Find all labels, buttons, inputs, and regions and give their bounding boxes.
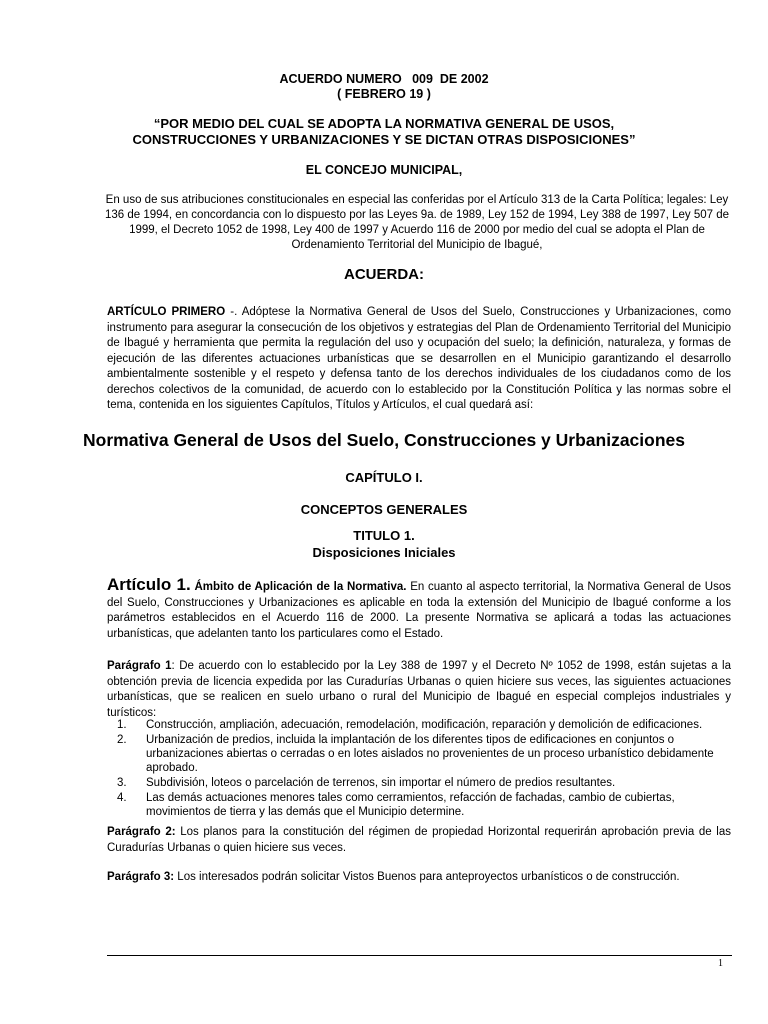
articulo-1-text: En cuanto al aspecto territorial, la Normativa General de Usos del Suelo, Construcciones y Urbanizaciones es aplicable en toda la extensión del Municipio de Ibagué conforme a los parámetros establecidos en el Acuerdo 116 de 2000. La presente Normativa se aplicará a todas las actuaciones urbanísticas, que adelanten tanto los particulares como el Estado. — [107, 581, 731, 640]
articulo-1-label: Artículo 1. — [107, 575, 191, 594]
subtitle-line-1: “POR MEDIO DEL CUAL SE ADOPTA LA NORMATIVA GENERAL DE USOS, — [153, 116, 615, 131]
articulo-primero-text: -. Adóptese la Normativa General de Usos del Suelo, Construcciones y Urbanizaciones, como instrumento para asegurar la consecución de los objetivos y estrategias del Plan de Ordenamiento Territorial del Municipio de Ibagué y herramienta que permita la regulación del uso y ocupación del suelo; la definición, naturaleza, y formas de ejecución de las diferentes actuaciones urbanísticas que se desarrollen en el Municipio garantizando el desarrollo ambientalmente sostenible y el respeto y defensa tanto de los derechos individuales de los ciudadanos como de los derechos colectivos de la comunidad, de acuerdo con lo establecido por la Constitución Política y las normas sobre el tema, contenida en los siguientes Capítulos, Títulos y Artículos, el cual quedará así: — [107, 306, 731, 411]
paragrafo-2-label: Parágrafo 2: — [107, 826, 176, 838]
paragrafo-3-label: Parágrafo 3: — [107, 871, 175, 883]
title-name: Disposiciones Iniciales — [312, 545, 456, 560]
agreement-date: ( FEBRERO 19 ) — [337, 87, 431, 101]
footer-divider — [107, 955, 732, 956]
chapter-heading: CAPÍTULO I. — [345, 470, 423, 485]
chapter-name: CONCEPTOS GENERALES — [300, 502, 468, 517]
acuerda-heading: ACUERDA: — [344, 266, 424, 283]
list-item — [107, 791, 731, 819]
list-item-number: 3. — [117, 777, 127, 789]
title-heading: TITULO 1. — [353, 528, 415, 543]
paragrafo-1 — [107, 659, 731, 721]
page-number: 1 — [718, 958, 723, 969]
actuaciones-list — [107, 718, 731, 820]
articulo-primero-paragraph — [107, 305, 731, 414]
paragrafo-2 — [107, 825, 731, 856]
paragrafo-1-text: : De acuerdo con lo establecido por la Ley 388 de 1997 y el Decreto Nº 1052 de 1998, están sujetas a la obtención previa de licencia expedida por las Curadurías Urbanas o quien hiciere sus veces, las siguientes actuaciones urbanísticas, que se realicen en suelo urbano o rural del Municipio de Ibagué en especial complejos industriales y turísticos: — [107, 660, 731, 719]
paragrafo-3-text: Los interesados podrán solicitar Vistos Buenos para anteproyectos urbanísticos o de construcción. — [174, 871, 680, 883]
articulo-primero-label: ARTÍCULO PRIMERO — [107, 306, 226, 318]
list-item-number: 1. — [117, 719, 127, 731]
list-item-text: Construcción, ampliación, adecuación, remodelación, modificación, reparación y demolición de edificaciones. — [146, 719, 703, 731]
list-item-text: Las demás actuaciones menores tales como cerramientos, refacción de fachadas, cambio de cubiertas, movimientos de tierra y las demás que el Municipio determine. — [146, 792, 675, 818]
subtitle-line-2: CONSTRUCCIONES Y URBANIZACIONES Y SE DICTAN OTRAS DISPOSICIONES” — [132, 132, 636, 147]
paragrafo-2-text: Los planos para la constitución del régimen de propiedad Horizontal requerirán aprobación previa de las Curadurías Urbanas o quien hiciere sus veces. — [107, 826, 731, 854]
agreement-title: ACUERDO NUMERO 009 DE 2002 — [279, 72, 489, 86]
list-item-text: Urbanización de predios, incluida la implantación de los diferentes tipos de edificaciones en conjuntos o urbanizaciones abiertas o cerradas o en lotes aislados no provenientes de un proceso urbanístico debidamente aprobado. — [146, 734, 714, 774]
list-item-number: 4. — [117, 792, 127, 804]
agreement-subtitle — [0, 116, 768, 148]
paragrafo-1-label: Parágrafo 1 — [107, 660, 172, 672]
articulo-1-subtitle: Ámbito de Aplicación de la Normativa. — [194, 581, 407, 593]
list-item — [107, 718, 731, 732]
paragrafo-3 — [107, 870, 731, 886]
preamble-paragraph: En uso de sus atribuciones constitucionales en especial las conferidas por el Artículo 313 de la Carta Política; legales: Ley 136 de 1994, en concordancia con lo dispuesto por las Leyes 9a. de 1989, Ley 152 de 1994, Ley 388 de 1997, Ley 507 de 1999, el Decreto 1052 de 1998, Ley 400 de 1997 y Acuerdo 116 de 2000 por medio del cual se adopta el Plan de Ordenamiento Territorial del Municipio de Ibagué, — [104, 194, 730, 251]
list-item — [107, 776, 731, 790]
articulo-1-paragraph — [107, 577, 731, 642]
concejo-heading: EL CONCEJO MUNICIPAL, — [305, 163, 463, 177]
normativa-title: Normativa General de Usos del Suelo, Construcciones y Urbanizaciones — [83, 430, 685, 450]
list-item-text: Subdivisión, loteos o parcelación de terrenos, sin importar el número de predios resultantes. — [146, 777, 616, 789]
list-item — [107, 733, 731, 775]
list-item-number: 2. — [117, 734, 127, 746]
